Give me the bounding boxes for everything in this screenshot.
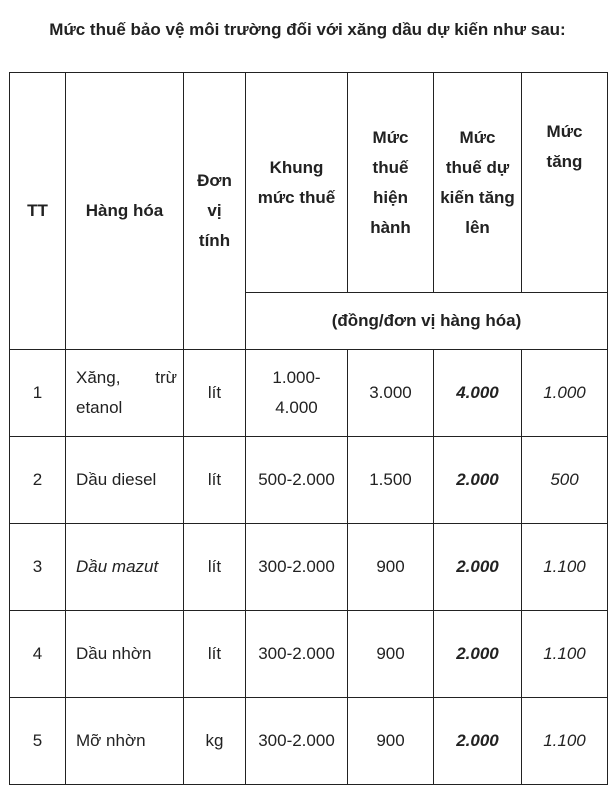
cell-current: 900 <box>348 524 434 611</box>
header-unit-note: (đồng/đơn vị hàng hóa) <box>246 293 608 350</box>
cell-increase: 1.100 <box>522 698 608 785</box>
cell-increase: 1.100 <box>522 611 608 698</box>
header-unit: Đơn vị tính <box>184 73 246 350</box>
cell-tt: 4 <box>10 611 66 698</box>
table-row <box>10 698 608 785</box>
cell-proposed: 2.000 <box>434 437 522 524</box>
cell-current: 1.500 <box>348 437 434 524</box>
cell-unit: lít <box>184 437 246 524</box>
cell-current: 900 <box>348 611 434 698</box>
header-proposed: Mức thuế dự kiến tăng lên <box>434 73 522 293</box>
header-increase: Mức tăng <box>522 73 608 293</box>
cell-tt: 1 <box>10 350 66 437</box>
cell-frame: 1.000-4.000 <box>246 350 348 437</box>
cell-proposed: 2.000 <box>434 611 522 698</box>
cell-frame: 300-2.000 <box>246 524 348 611</box>
page-title: Mức thuế bảo vệ môi trường đối với xăng dầu dự kiến như sau: <box>49 20 566 39</box>
table-row <box>10 524 608 611</box>
table-row <box>10 350 608 437</box>
cell-goods: Xăng, trừ etanol <box>66 350 184 437</box>
cell-proposed: 4.000 <box>434 350 522 437</box>
cell-proposed: 2.000 <box>434 698 522 785</box>
cell-frame: 300-2.000 <box>246 611 348 698</box>
cell-increase: 1.100 <box>522 524 608 611</box>
header-current: Mức thuế hiện hành <box>348 73 434 293</box>
cell-increase: 500 <box>522 437 608 524</box>
cell-unit: lít <box>184 611 246 698</box>
cell-goods: Dầu diesel <box>66 437 184 524</box>
header-frame: Khung mức thuế <box>246 73 348 293</box>
cell-proposed: 2.000 <box>434 524 522 611</box>
cell-unit: lít <box>184 524 246 611</box>
cell-goods: Dầu nhờn <box>66 611 184 698</box>
cell-unit: lít <box>184 350 246 437</box>
cell-goods: Dầu mazut <box>66 524 184 611</box>
cell-increase: 1.000 <box>522 350 608 437</box>
table-row <box>10 611 608 698</box>
table-row <box>10 437 608 524</box>
header-row <box>10 73 608 293</box>
tax-table <box>9 72 608 785</box>
header-tt: TT <box>10 73 66 350</box>
cell-unit: kg <box>184 698 246 785</box>
cell-current: 900 <box>348 698 434 785</box>
cell-tt: 3 <box>10 524 66 611</box>
cell-frame: 300-2.000 <box>246 698 348 785</box>
cell-tt: 5 <box>10 698 66 785</box>
cell-goods: Mỡ nhờn <box>66 698 184 785</box>
cell-frame: 500-2.000 <box>246 437 348 524</box>
cell-current: 3.000 <box>348 350 434 437</box>
cell-tt: 2 <box>10 437 66 524</box>
header-goods: Hàng hóa <box>66 73 184 350</box>
